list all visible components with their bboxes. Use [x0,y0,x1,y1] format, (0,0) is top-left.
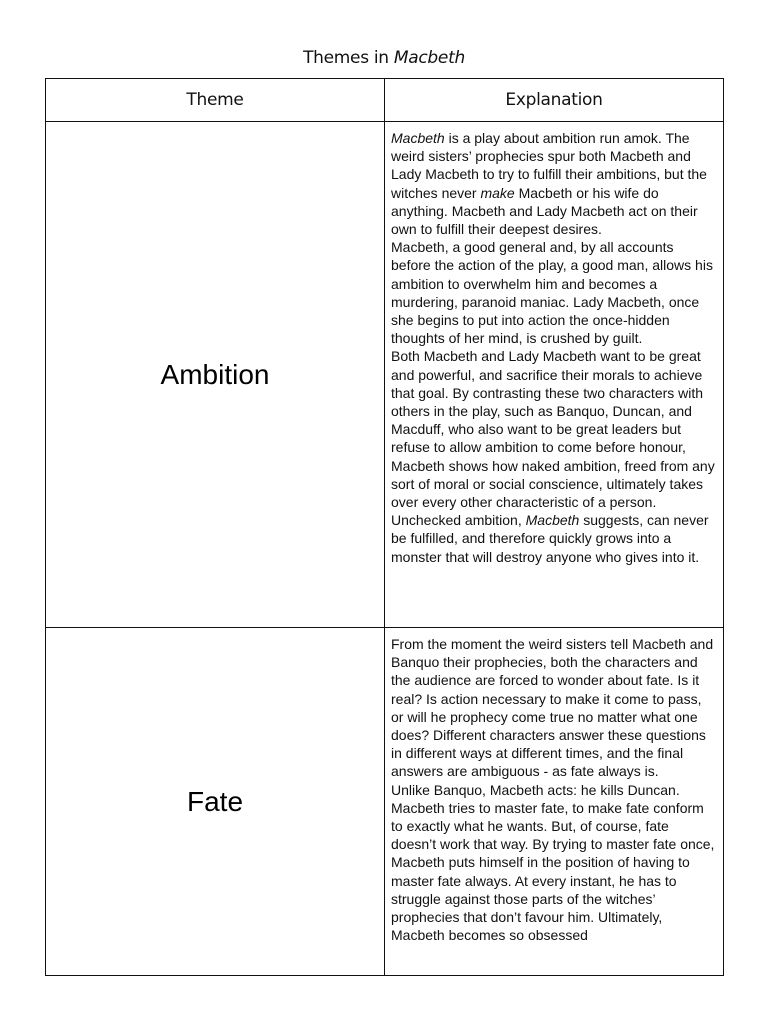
italic-text: Macbeth [391,130,445,146]
theme-name-fate: Fate [46,628,385,976]
italic-text: Macbeth [525,512,580,529]
title-prefix: Themes in [303,48,394,68]
text-span: Both Macbeth and Lady Macbeth want to be great and powerful, and sacrifice their morals to achieve that goal. By contrasting these two characters with others in the play, such as Banquo, Duncan, and Macduff, who also want to be great leaders but refuse to allow ambition to come before honour, Macbeth shows how naked ambition, freed from any sort of moral or social conscience, ultimately takes over every other characteristic of a person. Unchecked ambition, [391,348,715,529]
text-span: is a play about ambition run amok. The weird sisters’ prophecies spur both Macbeth and Lady Macbeth to try to fulfill their ambitions, but the witches never [391,130,707,201]
themes-table [45,78,724,976]
explanation-fate [385,628,724,976]
italic-text: make [480,184,515,201]
explanation-ambition [385,122,724,628]
explanation-paragraph [391,347,717,565]
table-header-row [46,79,724,122]
header-explanation: Explanation [385,79,724,122]
title-italic: Macbeth [393,48,465,68]
text-span: suggests, can never be fulfilled, and therefore quickly grows into a monster that will destroy anyone who gives into it. [391,512,709,565]
explanation-clip [391,635,717,965]
explanation-paragraph [391,129,717,238]
explanation-paragraph: Unlike Banquo, Macbeth acts: he kills Duncan. Macbeth tries to master fate, to make fate conform to exactly what he wants. But, of course, fate doesn’t work that way. By trying to master fate once, Macbeth puts himself in the position of having to master fate always. At every instant, he has to struggle against those parts of the witches’ prophecies that don’t favour him. Ultimately, Macbeth becomes so obsessed [391,781,715,944]
explanation-paragraph: Macbeth, a good general and, by all accounts before the action of the play, a good man, allows his ambition to overwhelm him and becomes a murdering, paranoid maniac. Lady Macbeth, once she begins to put into action the once-hidden thoughts of her mind, is crushed by guilt. [391,239,713,347]
table-row [46,122,724,628]
text-span: Macbeth or his wife do anything. Macbeth and Lady Macbeth act on their own to fulfill their deepest desires. [391,184,698,238]
theme-name-ambition: Ambition [46,122,385,628]
explanation-paragraph: From the moment the weird sisters tell Macbeth and Banquo their prophecies, both the characters and the audience are forced to wonder about fate. Is it real? Is action necessary to make it come to pass, or will he prophecy come true no matter what one does? Different characters answer these questions in different ways at different times, and the final answers are ambiguous - as fate always is. [391,636,714,780]
table-row [46,628,724,976]
header-theme: Theme [46,79,385,122]
document-title [0,48,768,68]
